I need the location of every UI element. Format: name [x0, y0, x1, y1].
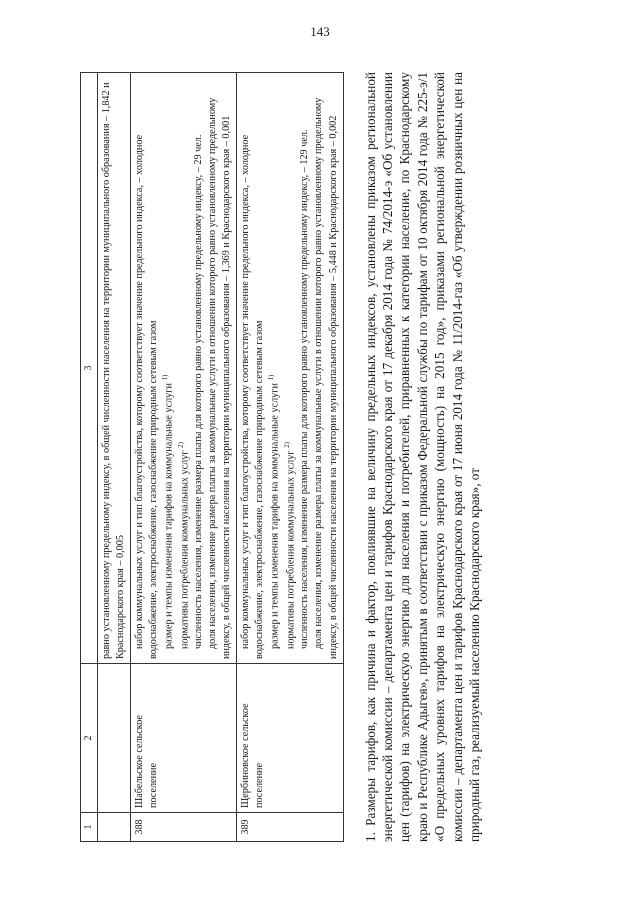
- table-row: [237, 73, 343, 842]
- population-count: численность населения, изменение размера платы для которого равно установленному предельному индексу, – 29 чел.: [193, 134, 205, 649]
- row-details: [237, 73, 343, 664]
- rotated-content: [80, 62, 630, 842]
- header-col-2: 2: [81, 664, 98, 813]
- row-details: [130, 73, 236, 664]
- population-count: численность населения, изменение размера платы для которого равно установленному предельному индексу, – 129 чел.: [299, 129, 311, 649]
- tariff-rates: размер и темпы изменения тарифов на коммунальные услуги $^{1)}$: [161, 374, 175, 649]
- consumption-norms: нормативы потребления коммунальных услуг $^{2)}$: [176, 442, 190, 649]
- population-share: доля населения, изменение размера платы за коммунальные услуги в отношении которого равно установленному предельному индексу, в общей численности населения на территории муниципального образования – 1,369 и Краснодарского края – 0,001: [207, 97, 233, 659]
- page-number: 143: [310, 24, 330, 39]
- consumption-norms: нормативы потребления коммунальных услуг $^{2)}$: [282, 442, 297, 649]
- services-set: набор коммунальных услуг и тип благоустройства, которому соответствует значение предельного индекса, – холодное водоснабжение, электроснабжение, газоснабжение природным сетевым газом: [240, 134, 266, 659]
- index-table: [80, 72, 344, 842]
- table-row-continuation: [97, 73, 130, 842]
- row-number: 389: [237, 813, 343, 842]
- settlement-name: Шабельское сельское поселение: [130, 664, 236, 813]
- table-header-row: [81, 73, 98, 842]
- header-col-3: 3: [81, 73, 98, 664]
- footnote-paragraph: 1. Размеры тарифов, как причина и фактор, повлиявшие на величину предельных индексов, установлены приказом региональной энергетической комиссии – департамента цен и тарифов Краснодарского края от 17 декабря 2014 года № 74/2014-э «Об установлении цен (тарифов) на электрическую энергию для населения и потребителей, приравненных к категории население, по Краснодарскому краю и Республике Адыгея», принятым в соответствии с приказом Федеральной службы по тарифам от 10 октября 2014 года № 225-э/1 «О предельных уровнях тарифов на электрическую энергию (мощность) на 2015 год», приказами региональной энергетической комиссии – департамента цен и тарифов Краснодарского края от 17 июня 2014 года № 11/2014-газ «Об утверждении розничных цен на природный газ, реализуемый населению Краснодарского края», от: [362, 72, 483, 842]
- table-row: [130, 73, 236, 842]
- header-col-1: 1: [81, 813, 98, 842]
- continuation-text: равно установленному предельному индексу, в общей численности населения на территории муниципального образования – 1,842 и Краснодарского края – 0,005: [97, 73, 130, 664]
- services-set: набор коммунальных услуг и тип благоустройства, которому соответствует значение предельного индекса, – холодное водоснабжение, электроснабжение, газоснабжение природным сетевым газом: [133, 134, 160, 659]
- settlement-name: Щербиновское сельское поселение: [237, 664, 343, 813]
- row-number: 388: [130, 813, 236, 842]
- tariff-rates: размер и темпы изменения тарифов на коммунальные услуги $^{1)}$: [267, 374, 281, 649]
- population-share: доля населения, изменение размера платы за коммунальные услуги в отношении которого равно установленному предельному индексу, в общей численности населения на территории муниципального образования – 5,448 и Краснодарского края – 0,002: [313, 97, 339, 659]
